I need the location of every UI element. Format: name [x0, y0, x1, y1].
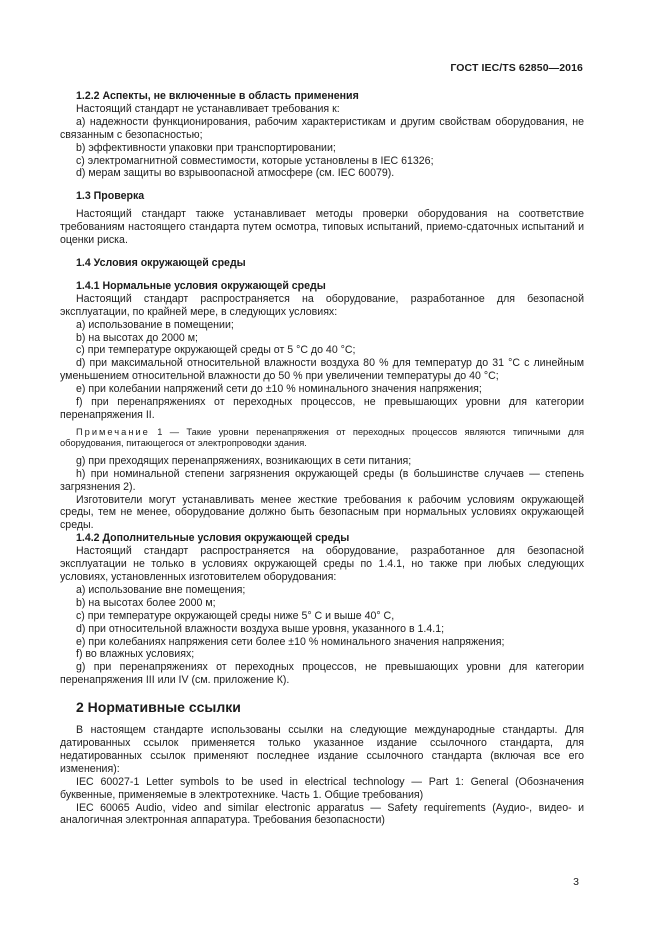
- list-item: b) на высотах более 2000 м;: [76, 596, 216, 609]
- list-item: d) при максимальной относительной влажности воздуха 80 % для температур до 31 °С с линейным уменьшением относительной влажности до 50 % при увеличении температуры до 40 °С;: [60, 357, 584, 383]
- note: [60, 427, 584, 450]
- document-header: ГОСТ IEC/TS 62850—2016: [450, 62, 583, 74]
- list-item: d) мерам защиты во взрывоопасной атмосфере (см. IEC 60079).: [76, 167, 395, 180]
- section-1-2-2-title: 1.2.2 Аспекты, не включенные в область применения: [76, 90, 359, 102]
- reference-item: IEC 60065 Audio, video and similar electronic apparatus — Safety requirements (Аудио-, видео- и аналогичная электронная аппаратура. Требования безопасности): [60, 801, 584, 827]
- list-item: e) при колебании напряжений сети до ±10 % номинального значения напряжения;: [76, 383, 482, 396]
- list-item: e) при колебаниях напряжения сети более ±10 % номинального значения напряжения;: [76, 635, 505, 648]
- paragraph: Настоящий стандарт не устанавливает требования к:: [76, 102, 340, 115]
- list-item: c) при температуре окружающей среды от 5 °С до 40 °С;: [76, 344, 356, 357]
- section-2-title: 2 Нормативные ссылки: [76, 699, 241, 716]
- list-item: g) при перенапряжениях от переходных процессов, не превышающих уровни для категории перенапряжения III или IV (см. приложение К).: [60, 661, 584, 687]
- section-1-4-1-title: 1.4.1 Нормальные условия окружающей среды: [76, 279, 326, 292]
- list-item: b) эффективности упаковки при транспортировании;: [76, 141, 336, 154]
- list-item: f) во влажных условиях;: [76, 648, 195, 661]
- list-item: a) использование вне помещения;: [76, 583, 246, 596]
- paragraph: Настоящий стандарт также устанавливает методы проверки оборудования на соответствие требованиям настоящего стандарта путем осмотра, типовых испытаний, приемо-сдаточных испытаний и оценки риска.: [60, 208, 584, 247]
- section-1-3-title: 1.3 Проверка: [76, 190, 145, 203]
- list-item: c) электромагнитной совместимости, которые установлены в IEC 61326;: [76, 154, 434, 167]
- paragraph: Настоящий стандарт распространяется на оборудование, разработанное для безопасной эксплуатации не только в условиях окружающей среды по 1.4.1, но также при любых следующих условиях, установленных изготовителем оборудования:: [60, 545, 584, 583]
- list-item: b) на высотах до 2000 м;: [76, 331, 198, 344]
- paragraph: Изготовители могут устанавливать менее жесткие требования к рабочим условиям окружающей среды, тем не менее, оборудование должно быть безопасным при нормальных условиях окружающей среды.: [60, 493, 584, 532]
- section-1-4-title: 1.4 Условия окружающей среды: [76, 256, 246, 269]
- paragraph: В настоящем стандарте использованы ссылки на следующие международные стандарты. Для датированных ссылок применяется только указанное издание ссылочного стандарта, для недатированных ссылок применяют последнее издание ссылочного стандарта (включая все его изменения):: [60, 724, 584, 775]
- page-number: 3: [573, 876, 579, 888]
- document-body: [60, 90, 584, 827]
- list-item: a) надежности функционирования, рабочим характеристикам и другим свойствам оборудования, не связанным с безопасностью;: [60, 115, 584, 141]
- note-text: 1 — Такие уровни перенапряжения от переходных процессов являются типичными для оборудования, питающегося от электропроводки здания.: [60, 426, 584, 449]
- list-item: d) при относительной влажности воздуха выше уровня, указанного в 1.4.1;: [76, 622, 445, 635]
- list-item: g) при преходящих перенапряжениях, возникающих в сети питания;: [76, 454, 412, 467]
- reference-item: IEC 60027-1 Letter symbols to be used in electrical technology — Part 1: General (Обозначения буквенные, применяемые в электротехнике. Часть 1. Общие требования): [60, 775, 584, 801]
- list-item: c) при температуре окружающей среды ниже 5° С и выше 40° С,: [76, 609, 395, 622]
- section-1-4-2-title: 1.4.2 Дополнительные условия окружающей среды: [76, 532, 350, 545]
- list-item: f) при перенапряжениях от переходных процессов, не превышающих уровни для категории перенапряжения II.: [60, 396, 584, 421]
- paragraph: Настоящий стандарт распространяется на оборудование, разработанное для безопасной эксплуатации, по крайней мере, в следующих условиях:: [60, 292, 584, 318]
- list-item: h) при номинальной степени загрязнения окружающей среды (в большинстве случаев — степень загрязнения 2).: [60, 467, 584, 493]
- list-item: a) использование в помещении;: [76, 318, 234, 331]
- note-label: Примечание: [76, 426, 150, 437]
